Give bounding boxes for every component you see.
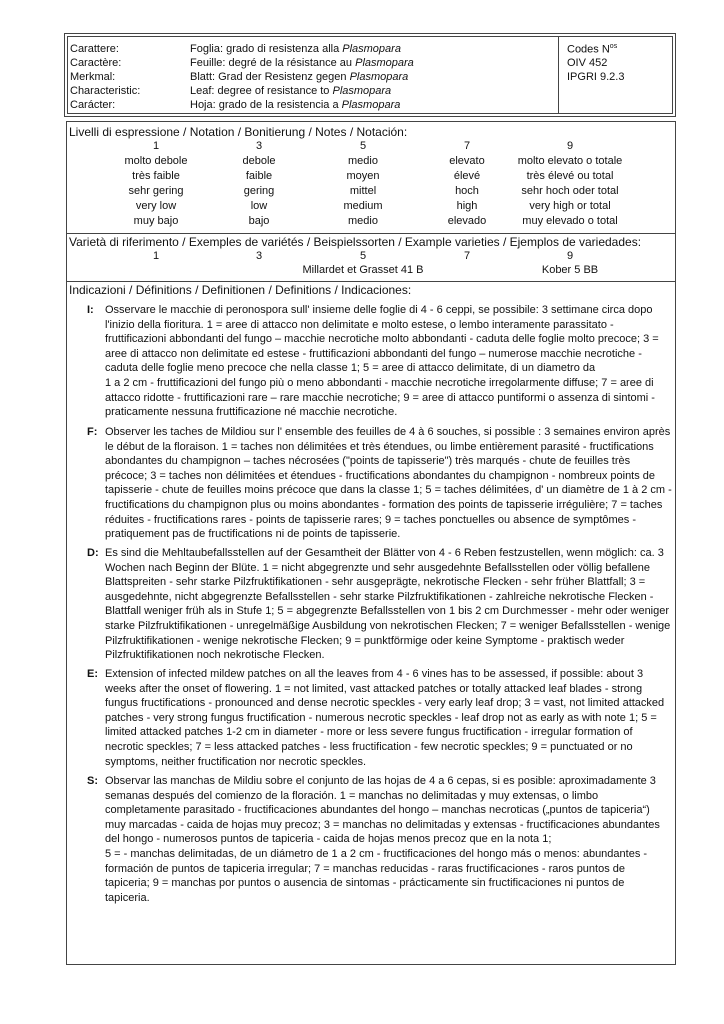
definition-line: réduites - fructifications rares - points de tapisserie rares; 9 = taches ponctuelles ou absence de symptômes - [105, 513, 637, 526]
definition-line: patches - very strong fungus fructification - numerous necrotic speckles - leaf drop not as early as with note 1; 5 = [105, 711, 657, 724]
level-term: molto elevato o totale [517, 155, 623, 167]
header-value-text: Leaf: degree of resistance to [190, 85, 333, 97]
divider [67, 281, 675, 282]
level-term: muy elevado o total [522, 215, 618, 227]
codes-sup: os [609, 43, 618, 50]
level-note: 5 [359, 140, 367, 152]
level-term: faible [245, 170, 273, 182]
level-term: gering [243, 185, 275, 197]
definition-line: abondantes du champignon – taches nécrosées ("points de tapisserie") très marqués - chute de feuilles très [105, 455, 631, 468]
level-term: mittel [349, 185, 377, 197]
definition-line: weeks after the onset of flowering. 1 = not limited, vast attacked patches or totally attacked leaf blades - strong [105, 682, 643, 695]
header-value-text: Hoja: grado de la resistencia a [190, 99, 342, 111]
variety-note: 5 [359, 250, 367, 262]
language-letter: S: [87, 775, 98, 787]
codes-label [567, 43, 617, 56]
level-term: bajo [248, 215, 270, 227]
level-term: élevé [453, 170, 481, 182]
definition-line: Blattfall weniger früh als in Stufe 1; 5 = abgegrenzte Befallsstellen von 1 bis 2 cm Durchmesser - mehr oder weniger [105, 605, 670, 618]
header-label: Merkmal: [70, 71, 116, 83]
language-letter: I: [87, 304, 94, 316]
definition-line: praticamente nessuna fruttificazione né macchie necrotiche. [105, 406, 398, 419]
level-note: 1 [152, 140, 160, 152]
main-box [66, 121, 676, 965]
variety-name: Kober 5 BB [541, 264, 599, 276]
header-label: Carácter: [70, 99, 116, 111]
level-term: hoch [455, 185, 479, 197]
definitions-title: Indicazioni / Définitions / Definitionen / Definitions / Indicaciones: [69, 283, 412, 297]
definition-line: tapisserie - chute de feuilles moins précoce que dans la classe 1; 5 = taches délimitées, d' un diamètre de 1 à 2 cm - [105, 484, 672, 497]
variety-note: 7 [463, 250, 471, 262]
level-term: sehr hoch oder total [521, 185, 619, 197]
header-box [64, 33, 676, 117]
language-letter: F: [87, 426, 98, 438]
header-value-text: Foglia: grado di resistenza alla [190, 43, 343, 55]
definition-line: fruttificazioni abbondanti del fungo – macchie necrotiche molto abbondanti - caduta delle foglie molto precoce; 3 = [105, 333, 659, 346]
header-value [190, 71, 408, 83]
variety-note: 1 [152, 250, 160, 262]
level-term: debole [242, 155, 276, 167]
level-term: elevato [449, 155, 485, 167]
levels-title: Livelli di espressione / Notation / Bonitierung / Notes / Notación: [69, 125, 408, 139]
definition-line: formación de puntos de tapiceria irregular; 7 = manchas reducidas - raras fructificaciones - raros puntos de [105, 862, 626, 875]
level-term: medio [348, 215, 378, 227]
definition-line: fungus fructifications - pronounced and dense necrotic speckles - very early leaf drop; 3 = vast, not limited attacked [105, 697, 665, 710]
definition-line: limited attacked patches 1-2 cm in diameter - more or less severe fungus fructification - irregular formation of [105, 726, 633, 739]
level-term: medio [348, 155, 378, 167]
header-label: Caractère: [70, 57, 122, 69]
definition-line: l'inizio della fioritura. 1 = aree di attacco non delimitate e molto estese, o lembo interamente parassitato - [105, 318, 614, 331]
definition-line: Observer les taches de Mildiou sur l' ensemble des feuilles de 4 à 6 souches, si possible : 3 semaines environ après [105, 426, 671, 438]
variety-note: 9 [566, 250, 574, 262]
oiv-code: OIV 452 [567, 57, 608, 69]
header-value [190, 85, 391, 97]
header-inner-frame [67, 36, 673, 114]
header-divider [558, 37, 559, 113]
definition-line: précoce; 3 = taches non délimitées et étendues - fructifications abondantes du champignon - nombreux points de [105, 469, 656, 482]
level-term: muy bajo [133, 215, 179, 227]
level-term: low [250, 200, 268, 212]
definition-line: Blattspreiten - sehr starke Pilzfruktifikationen - sehr ausgeprägte, nekrotische Flecken - sehr früher Blattfall; 3 = [105, 576, 646, 589]
definition-line: aree di attacco non delimitate ed estese - fruttificazioni abbondanti del fungo – numerose macchie necrotiche - [105, 347, 642, 360]
header-label: Characteristic: [70, 85, 141, 97]
taxon-name: Plasmopara [332, 85, 392, 97]
definition-line: Pilzfruktifikationen noch nekrotische Flecken. [105, 649, 325, 662]
definition-line: Extension of infected mildew patches on all the leaves from 4 - 6 vines has to be assessed, if possible: about 3 [105, 668, 644, 680]
definition-line: completamente parasitado - fructificaciones abundantes del hongo – manchas necroticas („puntos de tapiceria“) [105, 804, 650, 817]
definition-line: Observar las manchas de Mildiu sobre el conjunto de las hojas de 4 a 6 cepas, si es posible: aproximadamente 3 [105, 775, 656, 787]
level-term: très faible [132, 170, 180, 182]
header-value-text: Feuille: degré de la résistance au [190, 57, 356, 69]
level-term: sehr gering [128, 185, 184, 197]
level-term: moyen [346, 170, 380, 182]
level-term: very high or total [529, 200, 611, 212]
level-term: very low [135, 200, 177, 212]
language-letter: E: [87, 668, 98, 680]
taxon-name: Plasmopara [341, 99, 401, 111]
definition-line: muy marcadas - caida de hojas muy precoz; 3 = manchas no delimitadas y extensas - fructificaciones abundantes [105, 818, 660, 831]
language-letter: D: [87, 547, 99, 559]
definition-line: Osservare le macchie di peronospora sull' insieme delle foglie di 4 - 6 ceppi, se possibile: 3 settimane circa dopo [105, 304, 653, 316]
level-note: 3 [255, 140, 263, 152]
definition-line: 5 = - manchas delimitadas, de un diámetro de 1 a 2 cm - fructificaciones del hongo más o menos: abundantes - [105, 848, 648, 860]
header-value [190, 57, 414, 69]
level-term: high [456, 200, 478, 212]
definition-line: 1 a 2 cm - fruttificazioni del fungo più o meno abbondanti - macchie necrotiche irregolarmente diffuse; 7 = aree di [105, 377, 654, 389]
definition-line: tapiceria; 9 = manchas por puntos o ausencia de sintomas - prácticamente sin fructificaciones ni puntos de [105, 877, 625, 890]
definition-line: tapiceria. [105, 891, 150, 904]
level-term: très élevé ou total [526, 170, 614, 182]
definition-line: Wochen nach Beginn der Blüte. 1 = nicht abgegrenzte und sehr ausgedehnte Befallsstellen oder völlig befallene [105, 561, 650, 574]
codes-label-text: Codes N [567, 43, 610, 56]
definition-line: symptoms, neither fructification nor necrotic speckles. [105, 755, 367, 768]
taxon-name: Plasmopara [349, 71, 409, 83]
variety-name: Millardet et Grasset 41 B [302, 264, 424, 276]
header-value-text: Blatt: Grad der Resistenz gegen [190, 71, 350, 83]
definition-line: semanas después del comienzo de la floración. 1 = manchas no delimitadas y muy extensas, o limbo [105, 789, 599, 802]
taxon-name: Plasmopara [342, 43, 401, 55]
level-note: 9 [566, 140, 574, 152]
definition-line: pratiquement pas de fructifications ni de points de tapisserie. [105, 528, 401, 541]
definition-line: ausgedehnte, nicht abgegrenzte Befallsstellen - sehr starke Pilzfruktifikationen - zahlreiche nekrotische Flecken - [105, 590, 654, 603]
definition-line: attacco ridotte - fruttificazioni rare – rare macchie necrotiche; 9 = aree di attacco puntiformi o assenza di sintomi - [105, 391, 655, 404]
definition-line: del hongo - numerosos puntos de tapiceria - caida de hojas menos precoz que en la nota 1; [105, 833, 552, 846]
definition-line: caduta delle foglie meno precoce che nella classe 1; 5 = aree di attacco delimitate, di un diametro da [105, 362, 596, 375]
definition-line: fructifications du champignon plus ou moins abondantes - formation des points de tapisserie irrégulière; 7 = taches [105, 499, 663, 511]
definition-line: le début de la floraison. 1 = taches non délimitées et très étendues, ou limbe entièrement parasité - fructifications [105, 440, 654, 453]
level-term: molto debole [124, 155, 188, 167]
definition-line: Pilzfruktifikationen - wenige nekrotische Flecken; 9 = punktförmige oder keine Symptome - praktisch weder [105, 634, 625, 647]
header-label: Carattere: [70, 43, 119, 55]
definition-line: necrotic speckles; 7 = less attacked patches - less fructification - few necrotic speckles; 9 = punctuated or no [105, 741, 633, 753]
header-value [190, 99, 400, 111]
ipgri-code: IPGRI 9.2.3 [567, 71, 625, 83]
level-note: 7 [463, 140, 471, 152]
definition-line: Es sind die Mehltaubefallsstellen auf der Gesamtheit der Blätter von 4 - 6 Reben festzustellen, wenn möglich: ca. 3 [105, 547, 664, 559]
taxon-name: Plasmopara [355, 57, 414, 69]
level-term: elevado [447, 215, 487, 227]
varieties-title: Varietà di riferimento / Exemples de variétés / Beispielssorten / Example varieties / Ejemplos de variedades: [69, 235, 642, 249]
definition-line: starke Pilzfruktifikationen - unregelmäßige Ausbildung von nekrotischen Flecken; 7 = weniger Befallsstellen - wenige [105, 620, 671, 632]
divider [67, 233, 675, 234]
variety-note: 3 [255, 250, 263, 262]
level-term: medium [343, 200, 383, 212]
header-value [190, 43, 401, 55]
